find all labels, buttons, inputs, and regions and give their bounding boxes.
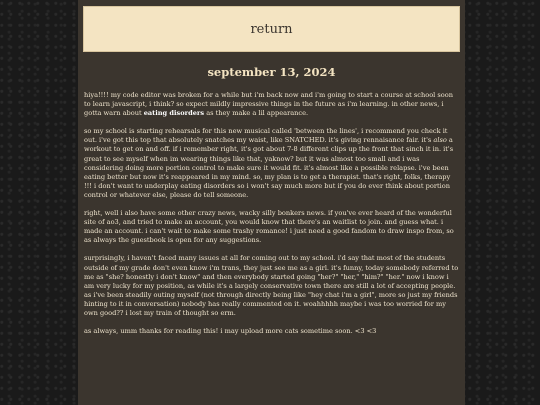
post-body [83, 91, 460, 336]
post-panel [78, 0, 465, 405]
post-date: september 13, 2024 [207, 65, 336, 79]
warning-bold: eating disorders [143, 109, 205, 118]
paragraph-3: right, well i also have some other crazy news, wacky silly bonkers news. if you've ever heard of the wonderful site of ao3, and tried to make an account, you would know that there's an waitlist to join. and guess what. i made an account. i can't wait to make some trashy romance! i just need a good fandom to draw inspo from, so as always the guestbook is open for any suggestions. [84, 209, 454, 245]
return-link[interactable]: return [83, 6, 460, 52]
paragraph-5: as always, umm thanks for reading this! i may upload more cats sometime soon. <3 <3 [84, 327, 377, 336]
paragraph-2: so my school is starting rehearsals for this new musical called 'between the lines', i recommend you check it out. i've got this top that absolutely snatches my waist, like SNATCHED. it's giving rennaisance fair. it's also a workout to get on and off. if i remember right, it's got about 7-8 different clips up the front that sinch it in. it's great to see myself when im wearing things like that, yaknow? but it was almost too small and i was considering doing more portion control to make sure it would fit. it's almost like a possible relapse. i've been eating better but now it's reappeared in my mind. so, my plan is to get a therapist. that's right, folks, therapy !!! i don't want to underplay eating disorders so i won't say much more but if you do ever think about portion control or whatever else, please do tell someone. [84, 127, 454, 199]
paragraph-4: surprisingly, i haven't faced many issues at all for coming out to my school. i'd say that most of the students outside of my grade don't even know i'm trans, they just see me as a girl. it's funny, today somebody referred to me as "she? honestly i don't know" and then everybody started going "her?" "her," "him?" "her." now i know i am very lucky for my position, as while it's a largely conservative town there are still a lot of accepting people. as i've been steadily outing myself (not through directly being like "hey chat i'm a girl", more so just my friends hinting to it in conversation) nobody has really commented on it. woahhhhh maybe i was too worried for my own good?? i lost my train of thought so erm. [84, 254, 459, 317]
paragraph-1: hiya!!!! my code editor was broken for a while but i'm back now and i'm going to start a course at school soon to learn javascript, i think? so expect mildly impressive things in the future as i'm learning. in other news, i gotta warn about eating disorders as they make a lil appearance. [84, 91, 453, 118]
